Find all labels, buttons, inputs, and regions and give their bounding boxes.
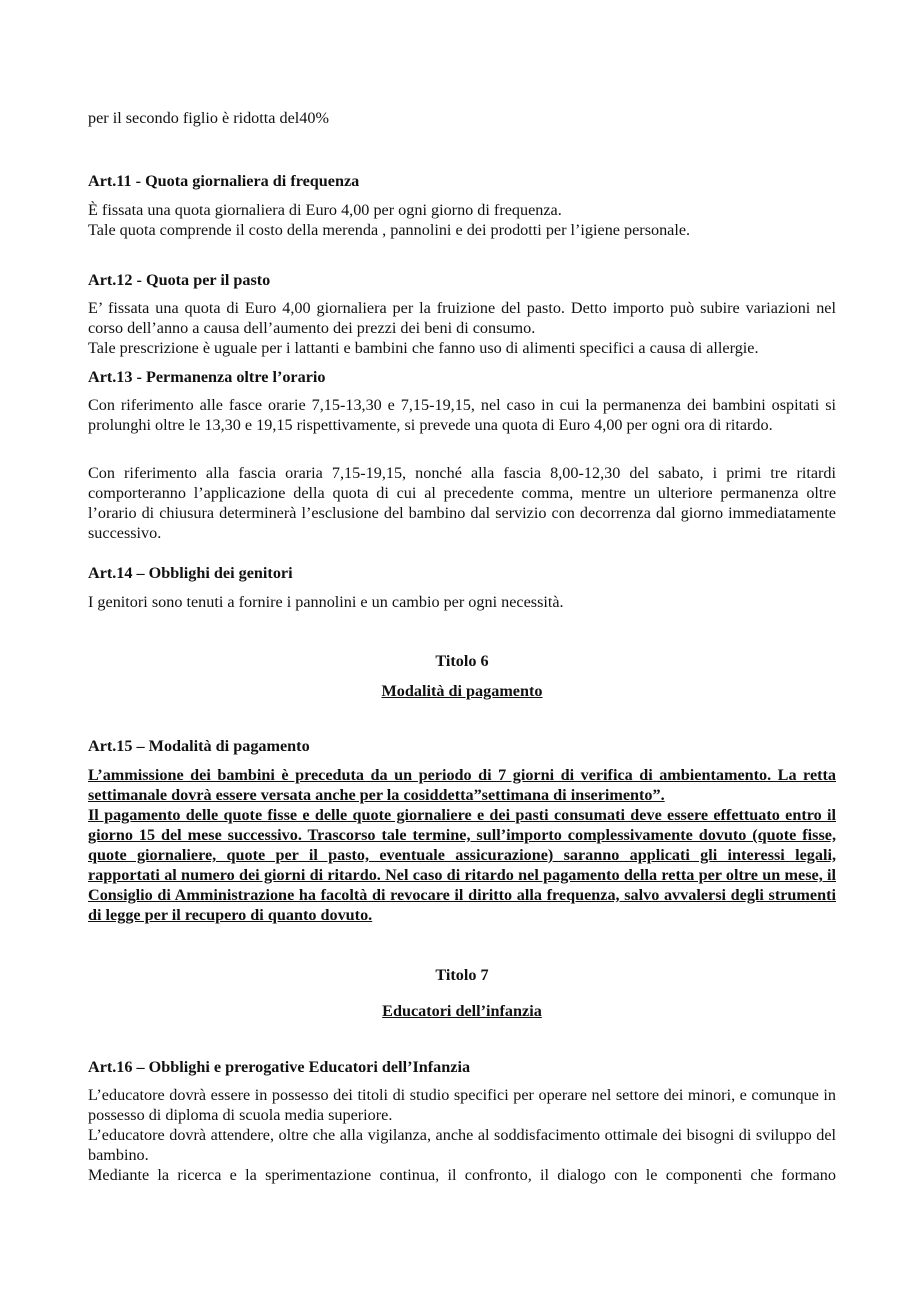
art12-paragraph-1: E’ fissata una quota di Euro 4,00 giornaliera per la fruizione del pasto. Detto importo può subire variazioni nel corso dell’anno a causa dell’aumento dei prezzi dei beni di consumo. bbox=[88, 299, 836, 337]
titolo-7-subtitle bbox=[88, 1001, 836, 1021]
titolo-6-subtitle bbox=[88, 681, 836, 701]
art15-paragraph-2: Il pagamento delle quote fisse e delle quote giornaliere e dei pasti consumati deve essere effettuato entro il giorno 15 del mese successivo. Trascorso tale termine, sull’importo complessivamente dovuto (quote fisse, quote giornaliere, quote per il pasto, eventuale assicurazione) saranno applicati gli interessi legali, rapportati al numero dei giorni di ritardo. Nel caso di ritardo nel pagamento della retta per oltre un mese, il Consiglio di Amministrazione ha facoltà di revocare il diritto alla frequenza, salvo avvalersi degli strumenti di legge per il recupero di quanto dovuto. bbox=[88, 806, 836, 924]
art12-paragraph-2: Tale prescrizione è uguale per i lattanti e bambini che fanno uso di alimenti specifici a causa di allergie. bbox=[88, 339, 759, 357]
art16-heading: Art.16 – Obblighi e prerogative Educatori dell’Infanzia bbox=[88, 1058, 471, 1076]
titolo-7-label: Titolo 7 bbox=[435, 966, 489, 984]
art13-heading: Art.13 - Permanenza oltre l’orario bbox=[88, 368, 326, 386]
titolo-6-label: Titolo 6 bbox=[435, 652, 489, 670]
art16-paragraph-3: Mediante la ricerca e la sperimentazione continua, il confronto, il dialogo con le componenti che formano bbox=[88, 1166, 836, 1184]
art13-paragraph-2: Con riferimento alla fascia oraria 7,15-19,15, nonché alla fascia 8,00-12,30 del sabato, i primi tre ritardi comporteranno l’applicazione della quota di cui al precedente comma, mentre un ulteriore permanenza oltre l’orario di chiusura determinerà l’esclusione del bambino dal servizio con decorrenza dal giorno immediatamente successivo. bbox=[88, 464, 836, 542]
art12-heading: Art.12 - Quota per il pasto bbox=[88, 271, 271, 289]
art13-paragraph-1: Con riferimento alle fasce orarie 7,15-13,30 e 7,15-19,15, nel caso in cui la permanenza dei bambini ospitati si prolunghi oltre le 13,30 e 19,15 rispettivamente, si prevede una quota di Euro 4,00 per ogni ora di ritardo. bbox=[88, 396, 836, 434]
art11-line1: È fissata una quota giornaliera di Euro 4,00 per ogni giorno di frequenza. bbox=[88, 201, 562, 219]
art14-heading: Art.14 – Obblighi dei genitori bbox=[88, 564, 293, 582]
intro-text: per il secondo figlio è ridotta del40% bbox=[88, 109, 329, 127]
titolo-6-subtitle-text: Modalità di pagamento bbox=[381, 682, 543, 700]
art16-paragraph-2: L’educatore dovrà attendere, oltre che alla vigilanza, anche al soddisfacimento ottimale dei bisogni di sviluppo del bambino. bbox=[88, 1126, 836, 1164]
art16-paragraph-1: L’educatore dovrà essere in possesso dei titoli di studio specifici per operare nel settore dei minori, e comunque in possesso di diploma di scuola media superiore. bbox=[88, 1086, 836, 1124]
art15-heading: Art.15 – Modalità di pagamento bbox=[88, 737, 310, 755]
titolo-7-subtitle-text: Educatori dell’infanzia bbox=[382, 1002, 542, 1020]
art15-paragraph-1: L’ammissione dei bambini è preceduta da un periodo di 7 giorni di verifica di ambientamento. La retta settimanale dovrà essere versata anche per la cosiddetta”settimana di inserimento”. bbox=[88, 766, 836, 804]
art11-heading: Art.11 - Quota giornaliera di frequenza bbox=[88, 172, 360, 190]
art11-line2: Tale quota comprende il costo della merenda , pannolini e dei prodotti per l’igiene personale. bbox=[88, 221, 691, 239]
art14-paragraph: I genitori sono tenuti a fornire i pannolini e un cambio per ogni necessità. bbox=[88, 593, 564, 611]
